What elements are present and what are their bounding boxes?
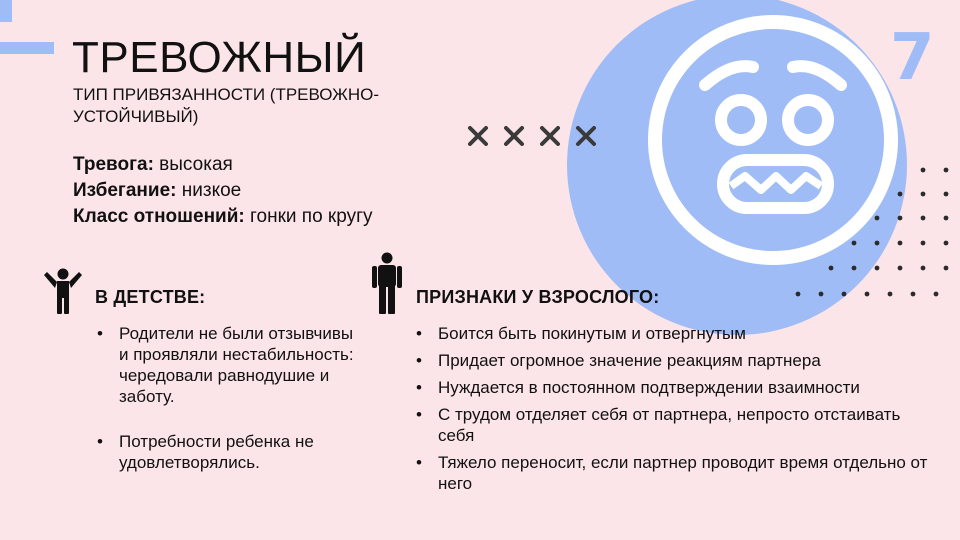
childhood-list [97,323,367,497]
decor-bar-horizontal [0,42,54,54]
slide-number: 7 [890,21,935,95]
decor-dot-grid [790,160,960,310]
trait-value: гонки по кругу [244,206,373,227]
list-item: • Придает огромное значение реакциям партнера [416,350,936,371]
traits-list [73,152,373,230]
list-item: • Нуждается в постоянном подтверждении взаимности [416,377,936,398]
trait-label: Тревога: [73,154,154,175]
list-item: • Потребности ребенка не удовлетворялись. [97,431,367,473]
trait-label: Класс отношений: [73,206,245,227]
trait-value: низкое [176,180,242,201]
adulthood-list [416,323,936,500]
adulthood-heading: ПРИЗНАКИ У ВЗРОСЛОГО: [416,287,660,307]
childhood-heading: В ДЕТСТВЕ: [95,287,206,307]
trait-anxiety [73,152,373,178]
page-title: ТРЕВОЖНЫЙ [72,33,367,82]
trait-avoidance [73,178,373,204]
list-item: • Тяжело переносит, если партнер проводит время отдельно от него [416,452,936,494]
trait-value: высокая [153,154,233,175]
list-item: • Боится быть покинутым и отвергнутым [416,323,936,344]
list-item: • Родители не были отзывчивы и проявляли нестабильность: чередовали равнодушие и заботу. [97,323,367,407]
list-item: • С трудом отделяет себя от партнера, непросто отстаивать себя [416,404,936,446]
page-subtitle: ТИП ПРИВЯЗАННОСТИ (ТРЕВОЖНО-УСТОЙЧИВЫЙ) [73,85,379,126]
adult-figure-icon [372,252,402,314]
decor-bar-vertical [0,0,12,22]
trait-relationship-class [73,204,373,230]
cross-icon-row [464,122,604,152]
trait-label: Избегание: [73,180,177,201]
child-figure-icon [44,268,82,314]
